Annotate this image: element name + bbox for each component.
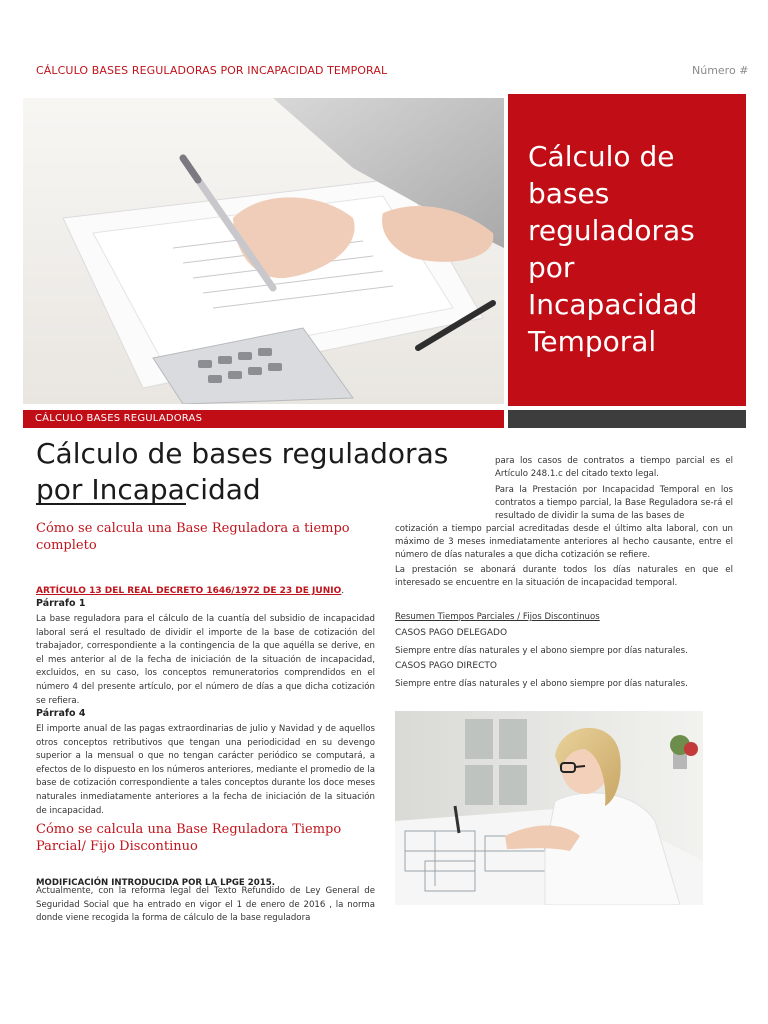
modification-text: Actualmente, con la reforma legal del Texto Refundido de Ley General de Seguridad Social que ha entrado en vigor el 1 de enero de 2016 , la norma donde viene recogida la forma de cálculo de la base reguladora xyxy=(36,886,375,924)
section-band xyxy=(23,410,504,428)
article-reference-tail: . xyxy=(341,586,345,596)
paragraph1-heading: Párrafo 1 xyxy=(36,598,86,609)
case-direct: CASOS PAGO DIRECTO xyxy=(395,661,497,671)
case-direct-text: Siempre entre días naturales y el abono siempre por días naturales. xyxy=(395,679,688,689)
hero-photo xyxy=(23,98,504,404)
modification-heading-text: MODIFICACIÓN INTRODUCIDA POR LA LPGE 2015 xyxy=(36,878,272,888)
paragraph4-heading: Párrafo 4 xyxy=(36,708,86,719)
right-text-4: La prestación se abonará durante todos los días naturales en que el interesado se encuentre en la situación de incapacidad temporal. xyxy=(395,565,733,589)
hero-title: Cálculo de bases reguladoras por Incapacidad Temporal xyxy=(528,140,698,358)
subheading-part-time: Cómo se calcula una Base Reguladora Tiempo Parcial/ Fijo Discontinuo xyxy=(36,822,342,854)
headline-overflow-line xyxy=(36,503,186,510)
paragraph4-text: El importe anual de las pagas extraordinarias de julio y Navidad y de aquellos otros conceptos retributivos que tengan una periodicidad en su devengo superior a la mensual o que no tengan carácter periódico se computará, a efectos de lo dispuesto en los números anteriores, mediante el promedio de la base de cotización correspondiente a tales conceptos durante los doce meses naturales inmediatamente anteriores a la fecha de iniciación de la situación de incapacidad. xyxy=(36,724,375,816)
subheading-full-time: Cómo se calcula una Base Reguladora a tiempo completo xyxy=(36,521,350,553)
section-band-dark xyxy=(508,410,746,428)
summary-title: Resumen Tiempos Parciales / Fijos Discontinuos xyxy=(395,612,600,622)
article-reference xyxy=(36,578,376,597)
modification-heading-tail: . xyxy=(271,878,275,888)
right-text-1: para los casos de contratos a tiempo parcial es el Artículo 248.1.c del citado texto legal. xyxy=(495,456,733,480)
article-headline: Cálculo de bases reguladoras por Incapacidad xyxy=(36,437,449,506)
paragraph1-text: La base reguladora para el cálculo de la cuantía del subsidio de incapacidad laboral será el resultado de dividir el importe de la base de cotización del trabajador, correspondiente a la contingencia de la que aquélla se derive, en el mes anterior al de la fecha de iniciación de la situación de incapacidad, excluidos, en su caso, los conceptos remuneratorios comprendidos en el número 4 del presente artículo, por el número de días a que dicha cotización se refiera. xyxy=(36,614,375,706)
hero-title-box xyxy=(508,94,746,406)
woman-photo xyxy=(395,711,703,905)
running-header: CÁLCULO BASES REGULADORAS POR INCAPACIDAD TEMPORAL xyxy=(36,64,388,77)
case-delegated-text: Siempre entre días naturales y el abono siempre por días naturales. xyxy=(395,646,688,656)
section-band-label: CÁLCULO BASES REGULADORAS xyxy=(35,413,203,424)
issue-number: Número # xyxy=(692,64,749,77)
case-delegated: CASOS PAGO DELEGADO xyxy=(395,628,508,638)
article-reference-text: ARTÍCULO 13 DEL REAL DECRETO 1646/1972 DE 23 DE JUNIO xyxy=(36,586,342,596)
right-text-3: cotización a tiempo parcial acreditadas desde el último alta laboral, con un máximo de 3 meses inmediatamente anteriores al hecho causante, entre el número de días naturales a que dicha cotización se refiere. xyxy=(395,524,733,561)
right-text-2: Para la Prestación por Incapacidad Temporal en los contratos a tiempo parcial, la Base Reguladora se-rá el resultado de dividir la suma de las bases de xyxy=(495,485,733,522)
